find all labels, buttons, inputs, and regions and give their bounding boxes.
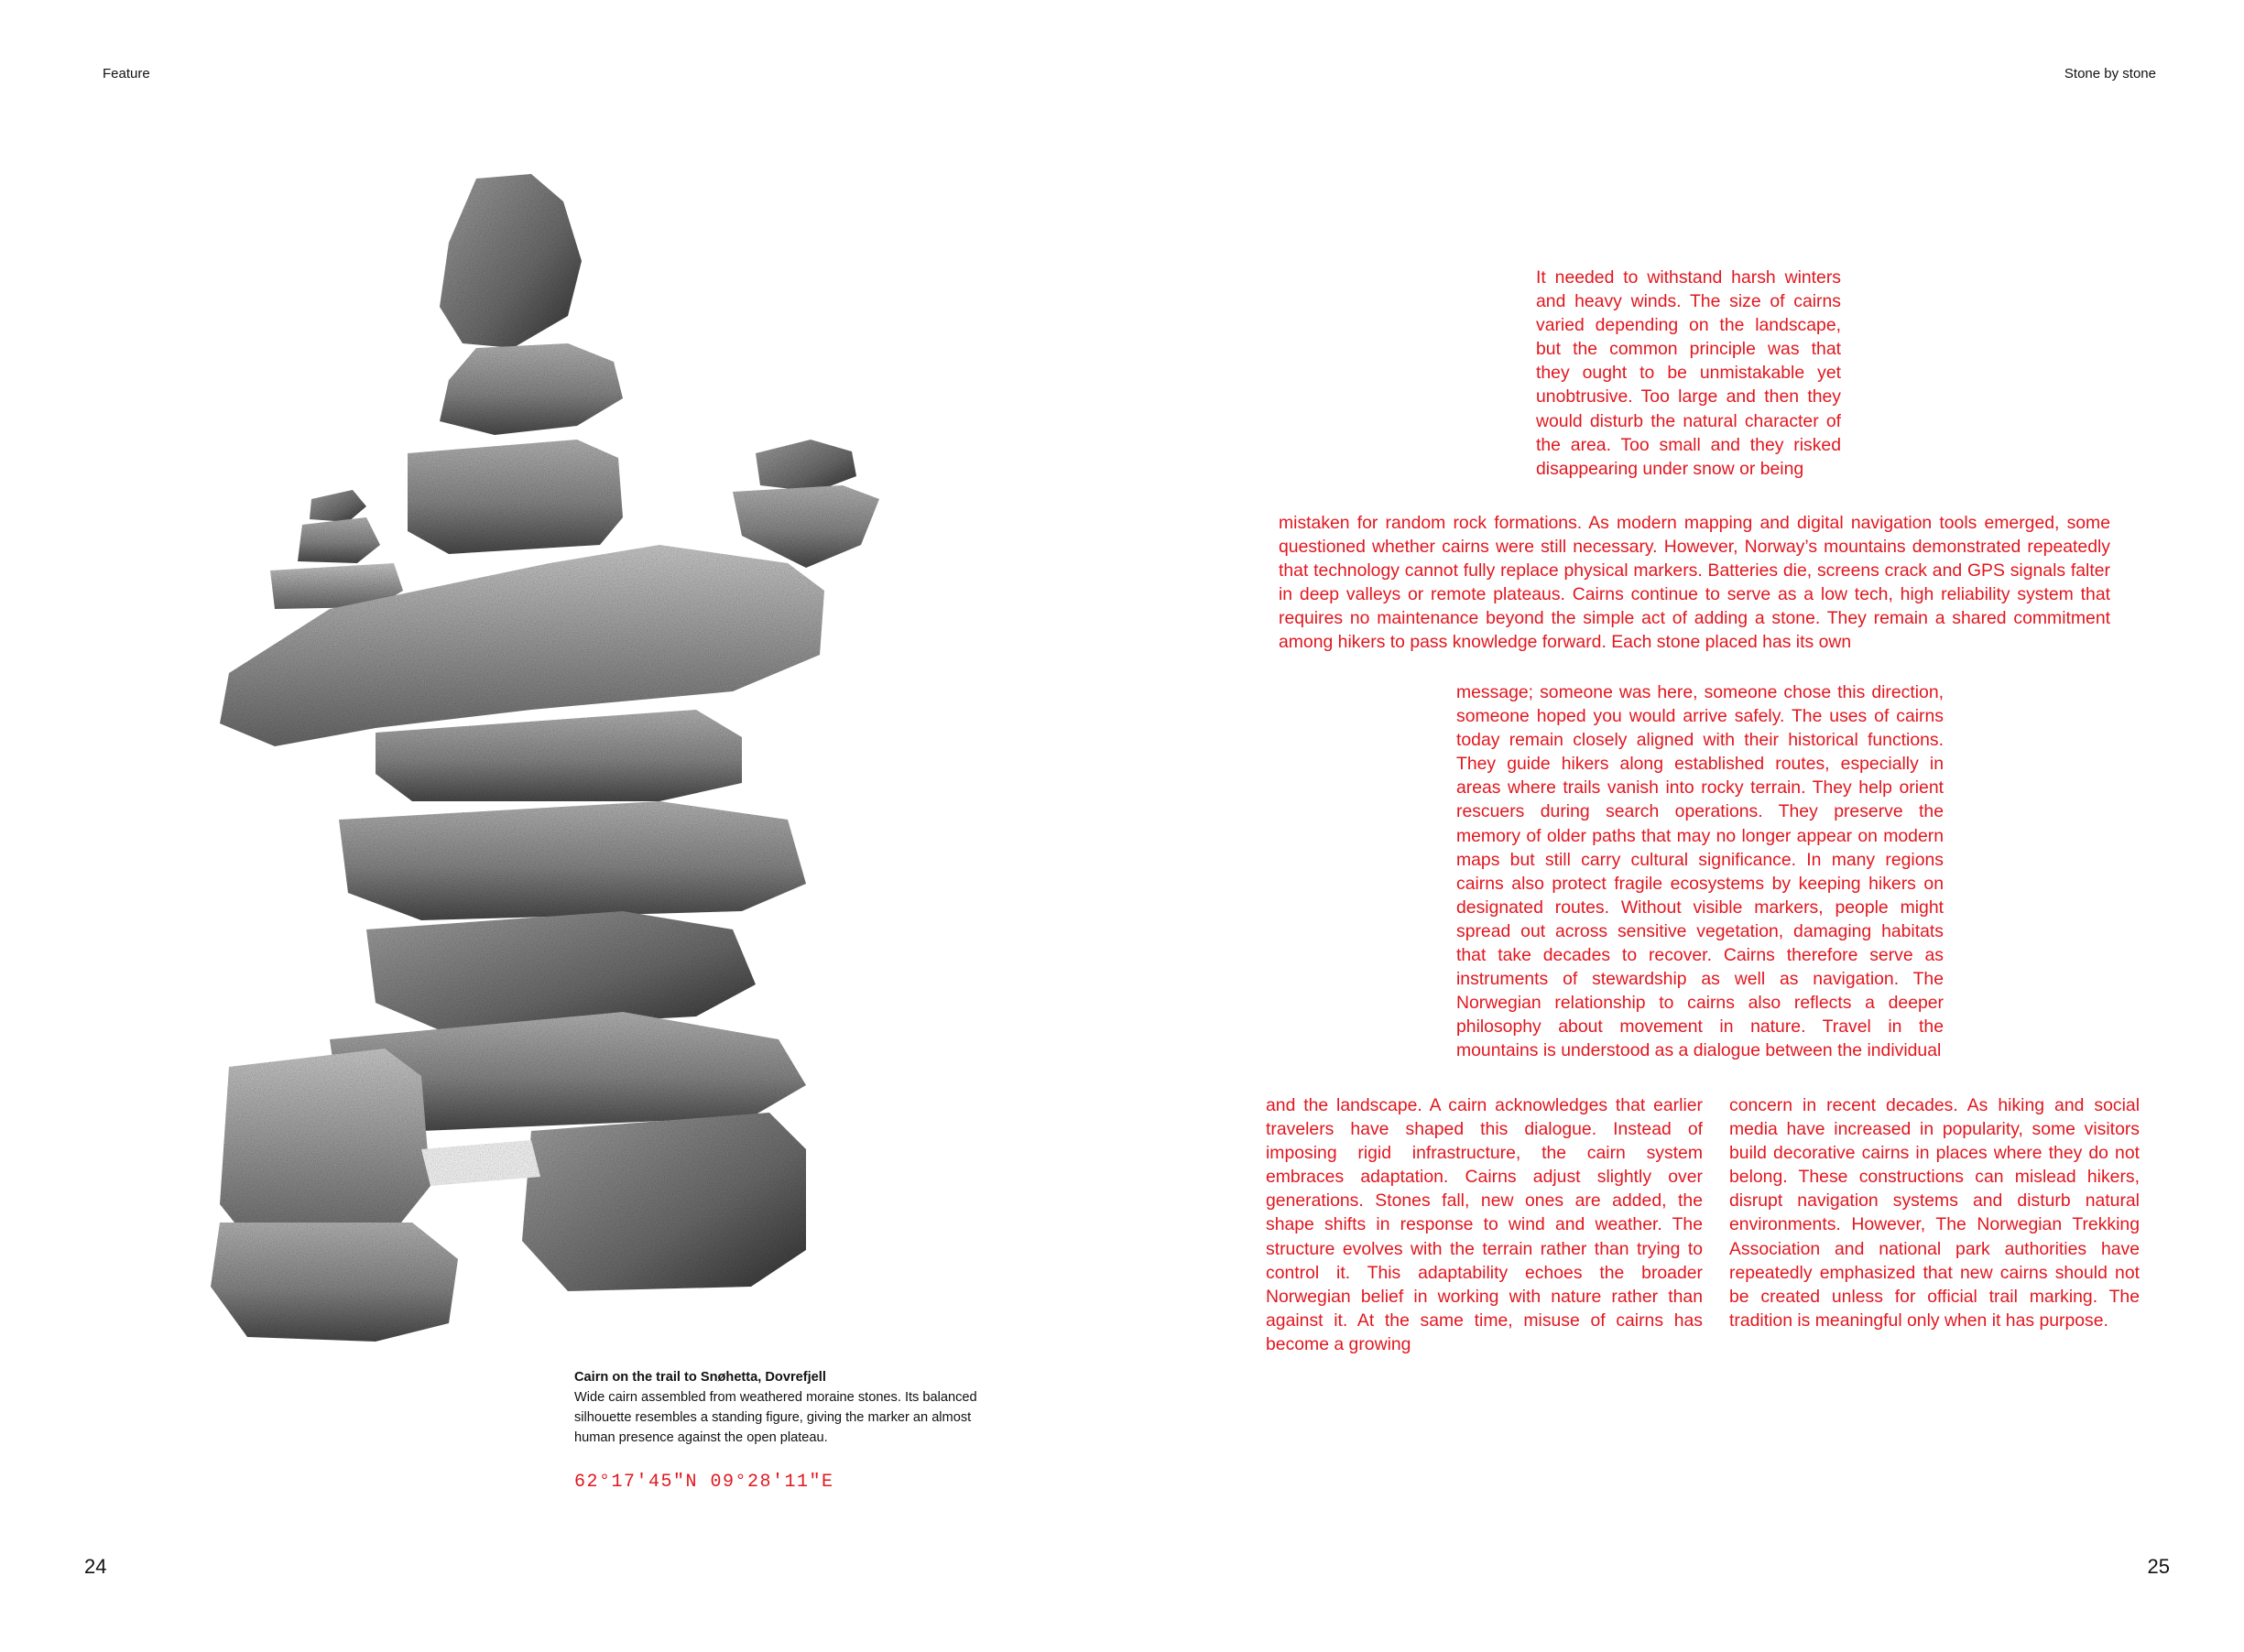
article-text-column-left: and the landscape. A cairn acknowledges that earlier travelers have shaped this dialogue. Instead of imposing rigid infrastructure, the cairn system embraces adaptation. Cairns adjust slightly over generations. Stones fall, new ones are added, the shape shifts in response to wind and weather. The structure evolves with the terrain rather than trying to control it. This adaptability echoes the broader Norwegian belief in working with nature rather than against it. At the same time, misuse of cairns has become a growing [1266,1095,1703,1354]
page-number-right: 25 [2147,1555,2170,1578]
page-number-left: 24 [84,1555,107,1578]
photo-caption [574,1367,1005,1448]
article-title-label: Stone by stone [2064,66,2156,82]
caption-title: Cairn on the trail to Snøhetta, Dovrefjell [574,1370,826,1385]
article-text-block-2: mistaken for random rock formations. As modern mapping and digital navigation tools emerged, some questioned whether cairns were still necessary. However, Norway’s mountains demonstrated repeatedly that technology cannot fully replace physical markers. Batteries die, screens crack and GPS signals falter in deep valleys or remote plateaus. Cairns continue to serve as a low tech, high reliability system that requires no maintenance beyond the simple act of adding a stone. They remain a shared commitment among hikers to pass knowledge forward. Each stone placed has its own [1279,513,2110,653]
section-label: Feature [103,66,150,82]
article-text-block-1: It needed to withstand harsh winters and heavy winds. The size of cairns varied depending on the landscape, but the common principle was that they ought to be unmistakable yet unobtrusive. Too large and then they would disturb the natural character of the area. Too small and they risked disappearing under snow or being [1536,267,1841,479]
article-text-block-3: message; someone was here, someone chose this direction, someone hoped you would arrive safely. The uses of cairns today remain closely aligned with their historical functions. They guide hikers along established routes, especially in areas where trails vanish into rocky terrain. They help orient rescuers during search operations. They preserve the memory of older paths that may no longer appear on modern maps but still carry cultural significance. In many regions cairns also protect fragile ecosystems by keeping hikers on designated routes. Without visible markers, people might spread out across sensitive vegetation, damaging habitats that take decades to recover. Cairns therefore serve as instruments of stewardship as well as navigation. The Norwegian relationship to cairns also reflects a deeper philosophy about movement in nature. Travel in the mountains is understood as a dialogue between the individual [1456,682,1944,1061]
gps-coordinates: 62°17′45″N 09°28′11″E [574,1472,834,1493]
caption-body: Wide cairn assembled from weathered moraine stones. Its balanced silhouette resembles a standing figure, giving the marker an almost human presence against the open plateau. [574,1390,977,1445]
article-text-column-right: concern in recent decades. As hiking and social media have increased in popularity, some visitors build decorative cairns in places where they do not belong. These constructions can mislead hikers, disrupt navigation systems and disturb natural environments. However, The Norwegian Trekking Association and national park authorities have repeatedly emphasized that new cairns should not be created unless for official trail marking. The tradition is meaningful only when it has purpose. [1729,1095,2140,1331]
cairn-illustration [147,160,879,1351]
cairn-photo [147,160,879,1351]
top-stone [440,174,582,348]
